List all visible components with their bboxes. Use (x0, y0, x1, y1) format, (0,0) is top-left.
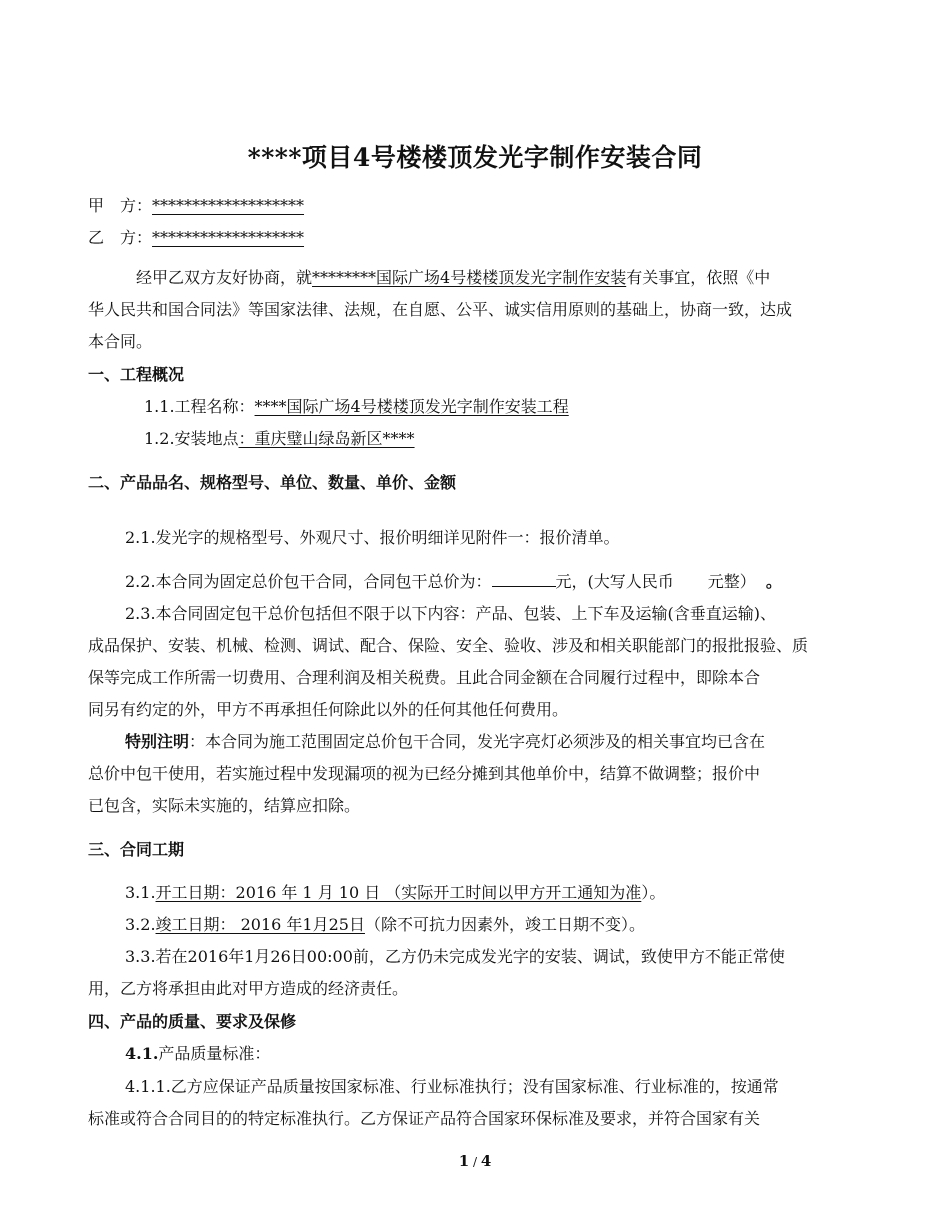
intro-line-1 (136, 268, 770, 288)
special-note-label: 特别注明 (125, 732, 190, 751)
page-total: 4 (480, 1152, 492, 1170)
clause-text: 产品质量标准： (158, 1044, 271, 1063)
page-number (0, 1152, 950, 1170)
section-3-heading: 三、合同工期 (88, 840, 185, 859)
clause-label: 1.2.安装地点 (144, 429, 239, 448)
clause-3-1 (125, 883, 665, 903)
section-4-heading: 四、产品的质量、要求及保修 (88, 1012, 297, 1031)
clause-3-3-line-2: 用，乙方将承担由此对甲方造成的经济责任。 (88, 979, 409, 998)
clause-1-1 (144, 397, 569, 417)
clause-2-3-line-4: 同另有约定的外，甲方不再承担任何除此以外的任何其他任何费用。 (88, 700, 569, 719)
price-blank (492, 572, 556, 587)
clause-text: （除不可抗力因素外，竣工日期不变）。 (364, 915, 645, 934)
intro-text-tail: 有关事宜，依照《中 (626, 268, 771, 287)
completion-date: 竣工日期： 2016 年1月25日 (155, 915, 365, 934)
intro-line-2: 华人民共和国合同法》等国家法律、法规，在自愿、公平、诚实信用原则的基础上，协商一致，达成 (88, 300, 793, 319)
party-a-label: 甲 方： (88, 196, 153, 215)
page-separator: / (469, 1155, 481, 1169)
clause-2-3-line-1: 2.3.本合同固定包干总价包括但不限于以下内容：产品、包装、上下车及运输(含垂直运输)、 (125, 604, 777, 623)
intro-line-3: 本合同。 (88, 332, 153, 351)
clause-2-1: 2.1.发光字的规格型号、外观尺寸、报价明细详见附件一：报价清单。 (125, 528, 620, 547)
party-a-line (88, 196, 304, 216)
clause-3-2 (125, 915, 645, 935)
clause-2-2 (125, 572, 782, 592)
project-name: ****国际广场4号楼楼顶发光字制作安装工程 (254, 397, 569, 416)
clause-2-3-line-3: 保等完成工作所需一切费用、合理利润及相关税费。且此合同金额在合同履行过程中，即除本合 (88, 668, 761, 687)
clause-label: 1.1.工程名称： (144, 397, 255, 416)
clause-number: 3.1. (125, 883, 156, 902)
intro-project-name: ********国际广场4号楼楼顶发光字制作安装 (312, 268, 627, 287)
special-note-text: ：本合同为施工范围固定总价包干合同，发光字亮灯必须涉及的相关事宜均已含在 (189, 732, 766, 751)
party-b-line (88, 228, 304, 248)
clause-3-3-line-1: 3.3.若在2016年1月26日00:00前，乙方仍未完成发光字的安装、调试，致使甲方不能正常使 (125, 947, 785, 966)
clause-number: 4.1. (125, 1044, 159, 1063)
clause-text: 2.2.本合同为固定总价包干合同，合同包干总价为： (125, 572, 492, 591)
intro-text: 经甲乙双方友好协商，就 (136, 268, 313, 287)
document-title: ****项目4号楼楼顶发光字制作安装合同 (247, 143, 703, 172)
party-b-value: ******************* (152, 228, 305, 247)
party-b-label: 乙 方： (88, 228, 153, 247)
clause-text: ）。 (641, 883, 666, 902)
start-date: 开工日期：2016 年 1 月 10 日 （实际开工时间以甲方开工通知为准 (155, 883, 642, 902)
clause-text: 元整） (707, 572, 748, 591)
section-1-heading: 一、工程概况 (88, 365, 185, 384)
party-a-value: ******************* (152, 196, 305, 215)
special-note-line-2: 总价中包干使用，若实施过程中发现漏项的视为已经分摊到其他单价中，结算不做调整；报价中 (88, 764, 761, 783)
page-current: 1 (458, 1152, 470, 1170)
clause-4-1-1-line-2: 标准或符合合同目的的特定标准执行。乙方保证产品符合国家环保标准及要求，并符合国家有关 (88, 1109, 761, 1128)
special-note-line-3: 已包含，实际未实施的，结算应扣除。 (88, 796, 361, 815)
clause-1-2 (144, 429, 415, 449)
clause-4-1-1-line-1: 4.1.1.乙方应保证产品质量按国家标准、行业标准执行；没有国家标准、行业标准的，按通常 (125, 1077, 779, 1096)
clause-text: 元，(大写人民币 (555, 572, 674, 591)
clause-2-3-line-2: 成品保护、安装、机械、检测、调试、配合、保险、安全、验收、涉及和相关职能部门的报批报验、质 (88, 636, 809, 655)
clause-period: 。 (765, 572, 782, 591)
special-note-line-1 (125, 732, 765, 752)
section-2-heading: 二、产品品名、规格型号、单位、数量、单价、金额 (88, 473, 457, 492)
clause-4-1 (125, 1044, 270, 1064)
clause-number: 3.2. (125, 915, 156, 934)
install-location: ：重庆璧山绿岛新区**** (238, 429, 415, 448)
